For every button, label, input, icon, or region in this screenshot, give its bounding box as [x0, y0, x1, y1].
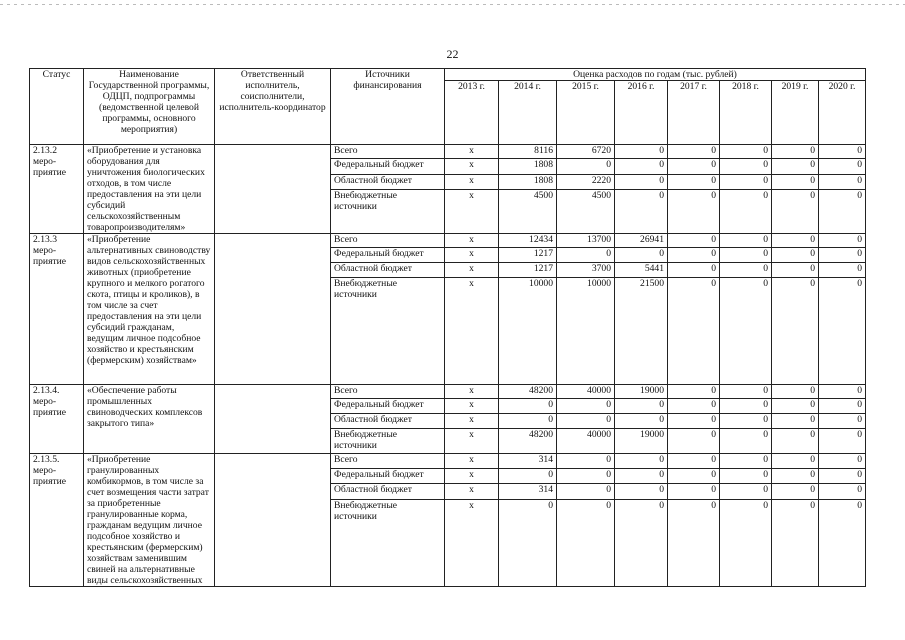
year-value-cell: 0 [668, 454, 720, 469]
year-value-cell: 0 [720, 454, 772, 469]
year-value-cell: 4500 [499, 190, 557, 234]
year-value-cell: 0 [720, 500, 772, 587]
year-value-cell: 0 [668, 234, 720, 248]
year-value-cell: 0 [819, 484, 866, 500]
year-value-cell: 21500 [615, 278, 668, 385]
year-value-cell: 0 [720, 429, 772, 454]
year-value-cell: 0 [668, 190, 720, 234]
header-estimate: Оценка расходов по годам (тыс. рублей) [445, 69, 866, 81]
year-value-cell: 0 [819, 399, 866, 414]
year-value-cell: x [445, 159, 499, 174]
year-value-cell: 0 [668, 263, 720, 278]
year-value-cell: 0 [668, 468, 720, 484]
year-value-cell: 0 [668, 484, 720, 500]
year-value-cell: 0 [819, 468, 866, 484]
year-value-cell: 10000 [499, 278, 557, 385]
year-value-cell: 13700 [557, 234, 615, 248]
funding-source-cell: Всего [331, 234, 445, 248]
year-value-cell: 0 [668, 145, 720, 159]
responsible-cell [215, 145, 331, 234]
year-value-cell: x [445, 248, 499, 263]
year-value-cell: 40000 [557, 429, 615, 454]
year-value-cell: 0 [557, 159, 615, 174]
year-value-cell: x [445, 234, 499, 248]
year-value-cell: 0 [819, 145, 866, 159]
year-value-cell: 0 [819, 385, 866, 399]
funding-source-cell: Областной бюджет [331, 414, 445, 429]
year-value-cell: 0 [720, 159, 772, 174]
status-cell: 2.13.3 меро-приятие [30, 234, 84, 385]
year-value-cell: 0 [668, 385, 720, 399]
header-sources: Источники финансирования [331, 69, 445, 145]
year-value-cell: 0 [615, 190, 668, 234]
status-cell: 2.13.4. меро-приятие [30, 385, 84, 454]
year-value-cell: 0 [615, 145, 668, 159]
page-number: 22 [446, 47, 459, 61]
year-value-cell: 0 [557, 399, 615, 414]
year-value-cell: 0 [499, 468, 557, 484]
year-value-cell: x [445, 468, 499, 484]
funding-source-cell: Всего [331, 385, 445, 399]
responsible-cell [215, 234, 331, 385]
year-value-cell: x [445, 385, 499, 399]
year-value-cell: 0 [772, 385, 819, 399]
year-value-cell: 0 [668, 399, 720, 414]
funding-source-cell: Федеральный бюджет [331, 468, 445, 484]
header-year: 2015 г. [557, 81, 615, 145]
year-value-cell: 0 [772, 454, 819, 469]
year-value-cell: 0 [615, 468, 668, 484]
year-value-cell: 0 [772, 414, 819, 429]
year-value-cell: 0 [772, 174, 819, 189]
year-value-cell: 0 [720, 385, 772, 399]
measure-name-cell: «Приобретение гранулированных комбикормов, в том числе за счет возмещения части затрат за приобретенные гранулированные корма, гражданам ведущим личное подсобное хозяйство и крестьянским (фермерским) хозяйствам заменившим свиней на альтернативные виды сельскохозяйственных [84, 454, 215, 587]
year-value-cell: 0 [720, 468, 772, 484]
year-value-cell: 1808 [499, 159, 557, 174]
year-value-cell: 0 [720, 174, 772, 189]
funding-source-cell: Федеральный бюджет [331, 399, 445, 414]
year-value-cell: 0 [668, 500, 720, 587]
year-value-cell: 0 [615, 399, 668, 414]
year-value-cell: 1808 [499, 174, 557, 189]
year-value-cell: x [445, 429, 499, 454]
funding-source-cell: Всего [331, 454, 445, 469]
year-value-cell: 3700 [557, 263, 615, 278]
year-value-cell: 0 [772, 278, 819, 385]
funding-source-cell: Областной бюджет [331, 174, 445, 189]
year-value-cell: 0 [819, 500, 866, 587]
header-year: 2016 г. [615, 81, 668, 145]
year-value-cell: 48200 [499, 385, 557, 399]
responsible-cell [215, 385, 331, 454]
year-value-cell: 0 [499, 399, 557, 414]
table-row [30, 454, 866, 469]
year-value-cell: 0 [772, 159, 819, 174]
year-value-cell: 48200 [499, 429, 557, 454]
year-value-cell: 0 [668, 429, 720, 454]
year-value-cell: x [445, 278, 499, 385]
year-value-cell: 0 [819, 429, 866, 454]
funding-source-cell: Областной бюджет [331, 484, 445, 500]
year-value-cell: 0 [819, 159, 866, 174]
responsible-cell [215, 454, 331, 587]
year-value-cell: 0 [615, 500, 668, 587]
year-value-cell: 5441 [615, 263, 668, 278]
year-value-cell: 0 [772, 234, 819, 248]
status-cell: 2.13.5. меро-приятие [30, 454, 84, 587]
year-value-cell: 0 [668, 248, 720, 263]
header-year: 2014 г. [499, 81, 557, 145]
year-value-cell: 19000 [615, 385, 668, 399]
header-status: Статус [30, 69, 84, 145]
year-value-cell: 0 [615, 414, 668, 429]
year-value-cell: 19000 [615, 429, 668, 454]
year-value-cell: 0 [557, 414, 615, 429]
year-value-cell: 0 [499, 500, 557, 587]
year-value-cell: 0 [557, 248, 615, 263]
year-value-cell: 314 [499, 484, 557, 500]
year-value-cell: 0 [615, 484, 668, 500]
year-value-cell: x [445, 399, 499, 414]
year-value-cell: 0 [720, 234, 772, 248]
year-value-cell: 40000 [557, 385, 615, 399]
year-value-cell: 0 [668, 174, 720, 189]
year-value-cell: 0 [720, 484, 772, 500]
header-year: 2013 г. [445, 81, 499, 145]
year-value-cell: 2220 [557, 174, 615, 189]
header-year: 2018 г. [720, 81, 772, 145]
budget-table [29, 68, 866, 587]
year-value-cell: 1217 [499, 248, 557, 263]
year-value-cell: 0 [668, 414, 720, 429]
year-value-cell: 0 [720, 248, 772, 263]
funding-source-cell: Всего [331, 145, 445, 159]
year-value-cell: 0 [772, 484, 819, 500]
year-value-cell: 0 [819, 278, 866, 385]
year-value-cell: x [445, 484, 499, 500]
funding-source-cell: Внебюджетные источники [331, 190, 445, 234]
year-value-cell: 0 [819, 234, 866, 248]
year-value-cell: 0 [819, 414, 866, 429]
year-value-cell: 0 [557, 468, 615, 484]
year-value-cell: x [445, 500, 499, 587]
table-row [30, 385, 866, 399]
year-value-cell: 1217 [499, 263, 557, 278]
year-value-cell: 0 [557, 500, 615, 587]
year-value-cell: x [445, 145, 499, 159]
year-value-cell: 26941 [615, 234, 668, 248]
table-body [30, 145, 866, 587]
measure-name-cell: «Приобретение альтернативных свиноводству видов сельскохозяйственных животных (приобретение крупного и мелкого рогатого скота, птицы и кроликов), в том числе за счет предоставления на эти цели субсидий гражданам, ведущим личное подсобное хозяйство и крестьянским (фермерским) хозяйствам» [84, 234, 215, 385]
status-cell: 2.13.2 меро-приятие [30, 145, 84, 234]
year-value-cell: 0 [668, 278, 720, 385]
table-row [30, 145, 866, 159]
year-value-cell: 0 [819, 248, 866, 263]
year-value-cell: x [445, 263, 499, 278]
header-year: 2017 г. [668, 81, 720, 145]
year-value-cell: 0 [720, 278, 772, 385]
year-value-cell: 0 [720, 145, 772, 159]
scan-edge-line [0, 4, 905, 5]
year-value-cell: 0 [772, 263, 819, 278]
year-value-cell: 0 [720, 190, 772, 234]
year-value-cell: 0 [819, 263, 866, 278]
year-value-cell: 0 [720, 399, 772, 414]
year-value-cell: 0 [772, 248, 819, 263]
year-value-cell: x [445, 414, 499, 429]
year-value-cell: 0 [615, 248, 668, 263]
year-value-cell: x [445, 454, 499, 469]
funding-source-cell: Внебюджетные источники [331, 278, 445, 385]
funding-source-cell: Областной бюджет [331, 263, 445, 278]
year-value-cell: 4500 [557, 190, 615, 234]
table-row [30, 234, 866, 248]
year-value-cell: 314 [499, 454, 557, 469]
year-value-cell: 12434 [499, 234, 557, 248]
measure-name-cell: «Обеспечение работы промышленных свиноводческих комплексов закрытого типа» [84, 385, 215, 454]
funding-source-cell: Федеральный бюджет [331, 248, 445, 263]
year-value-cell: 6720 [557, 145, 615, 159]
header-name: Наименование Государственной программы, ОДЦП, подпрограммы (ведомственной целевой программы, основного мероприятия) [84, 69, 215, 145]
year-value-cell: 0 [557, 484, 615, 500]
year-value-cell: x [445, 190, 499, 234]
year-value-cell: 0 [615, 454, 668, 469]
year-value-cell: 0 [615, 159, 668, 174]
year-value-cell: 0 [772, 468, 819, 484]
year-value-cell: 0 [720, 414, 772, 429]
year-value-cell: 0 [819, 190, 866, 234]
year-value-cell: 0 [772, 500, 819, 587]
header-year: 2019 г. [772, 81, 819, 145]
year-value-cell: x [445, 174, 499, 189]
year-value-cell: 0 [668, 159, 720, 174]
funding-source-cell: Внебюджетные источники [331, 429, 445, 454]
year-value-cell: 0 [772, 399, 819, 414]
header-year: 2020 г. [819, 81, 866, 145]
year-value-cell: 0 [615, 174, 668, 189]
year-value-cell: 0 [772, 145, 819, 159]
year-value-cell: 0 [720, 263, 772, 278]
year-value-cell: 8116 [499, 145, 557, 159]
year-value-cell: 10000 [557, 278, 615, 385]
year-value-cell: 0 [772, 429, 819, 454]
header-responsible: Ответственный исполнитель, соисполнители, исполнитель-координатор [215, 69, 331, 145]
funding-source-cell: Внебюджетные источники [331, 500, 445, 587]
funding-source-cell: Федеральный бюджет [331, 159, 445, 174]
year-value-cell: 0 [772, 190, 819, 234]
year-value-cell: 0 [819, 174, 866, 189]
year-value-cell: 0 [557, 454, 615, 469]
year-value-cell: 0 [499, 414, 557, 429]
year-value-cell: 0 [819, 454, 866, 469]
measure-name-cell: «Приобретение и установка оборудования для уничтожения биологических отходов, в том числе предоставления на эти цели субсидий сельскохозяйственным товаропроизводителям» [84, 145, 215, 234]
